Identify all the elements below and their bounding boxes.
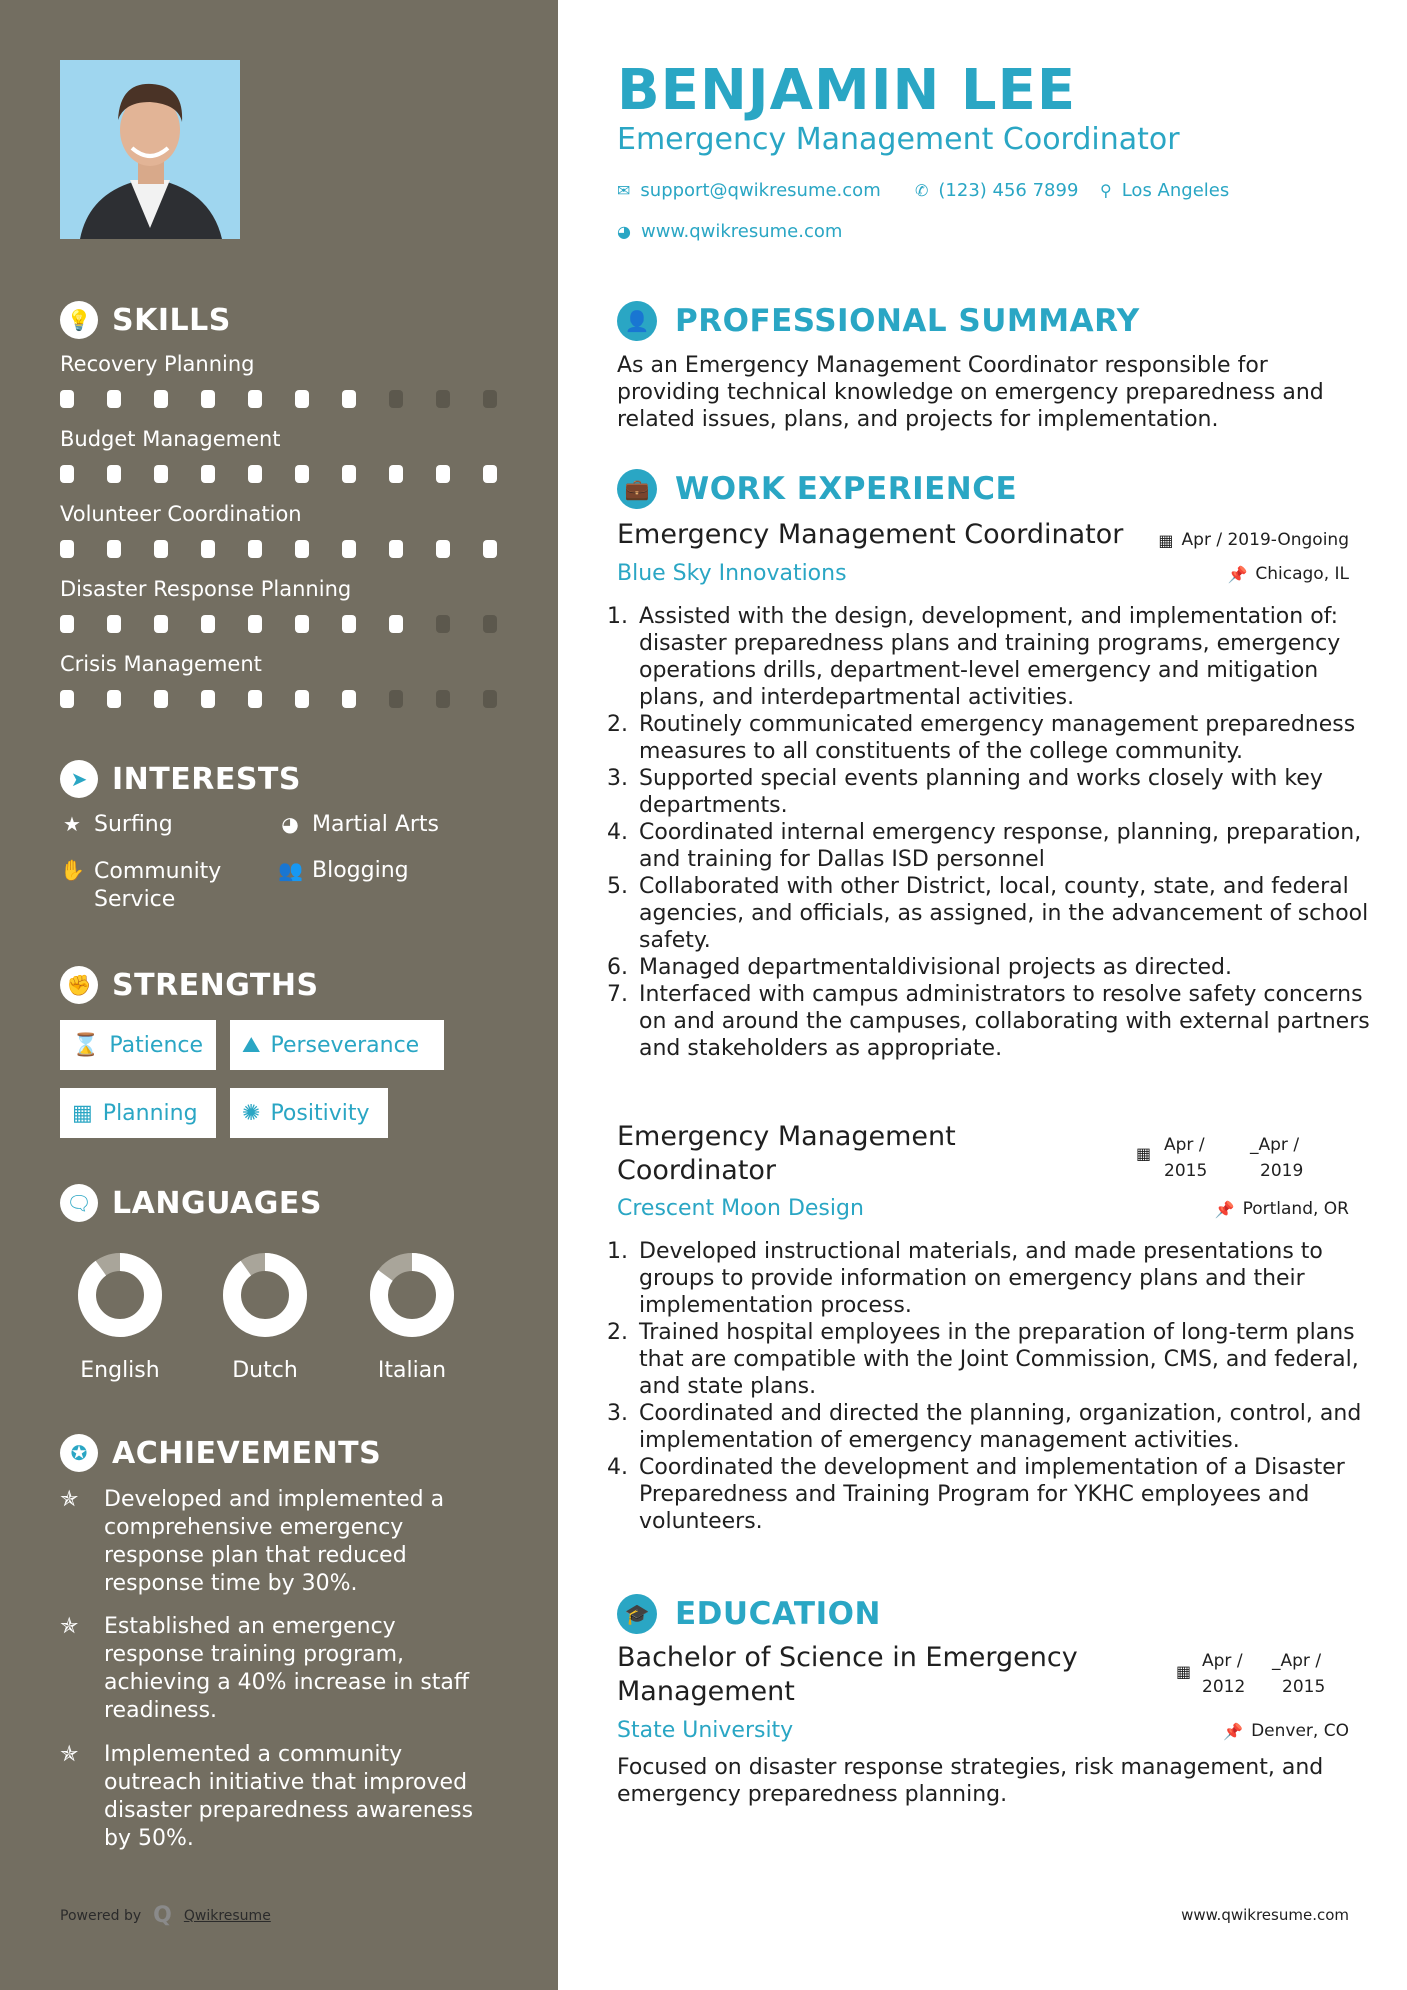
briefcase-user-icon: 💼 <box>617 469 657 509</box>
contact-location: ⚲ Los Angeles <box>1100 180 1230 201</box>
language-gauge <box>220 1250 310 1340</box>
skill-rating <box>60 615 497 633</box>
rating-dot <box>60 615 74 633</box>
footer-url[interactable]: www.qwikresume.com <box>1181 1906 1349 1924</box>
list-item: 4. Coordinated the development and implementation of a Disaster Preparedness and Training Program for YKHC employees and volunteers. <box>635 1454 1370 1535</box>
job-company: Blue Sky Innovations <box>617 561 847 586</box>
phone-icon: ✆ <box>915 181 929 200</box>
education-date-end: _Apr / 2015 <box>1272 1651 1326 1697</box>
achievement-item: ✯ Established an emergency response training program, achieving a 40% increase in staff readiness. <box>60 1614 470 1723</box>
skill-name: Recovery Planning <box>60 352 255 376</box>
interests-heading: ➤ INTERESTS <box>60 760 301 798</box>
rating-dot <box>60 465 74 483</box>
calendar-icon: ▦ <box>72 1100 93 1126</box>
skill-rating <box>60 465 497 483</box>
calendar-icon: ▦ <box>1176 1662 1192 1681</box>
skill-name: Volunteer Coordination <box>60 502 302 526</box>
rating-dot <box>342 540 356 558</box>
skill-rating <box>60 690 497 708</box>
summary-text: As an Emergency Management Coordinator responsible for providing technical knowledge on emergency preparedness and related issues, plans, and projects for implementation. <box>617 353 1324 432</box>
job-role: Emergency Management Coordinator <box>617 1121 956 1186</box>
strengths-heading: ✊ STRENGTHS <box>60 966 319 1004</box>
skill-name: Crisis Management <box>60 652 262 676</box>
lightbulb-icon: 💡 <box>60 301 98 339</box>
rating-dot <box>248 690 262 708</box>
rating-dot <box>60 690 74 708</box>
rating-dot <box>436 690 450 708</box>
interest-item: ✋ Community Service <box>60 858 222 912</box>
rating-dot <box>389 540 403 558</box>
language-name: English <box>80 1358 160 1383</box>
pushpin-icon: 📌 <box>1227 564 1248 584</box>
list-item: 2. Routinely communicated emergency management preparedness measures to all constituents of the college community. <box>635 711 1370 765</box>
rating-dot <box>436 390 450 408</box>
users-icon: 👥 <box>278 858 303 882</box>
education-school: State University <box>617 1718 794 1743</box>
education-degree: Bachelor of Science in Emergency Management <box>617 1642 1078 1707</box>
job-date-end: _Apr / 2019 <box>1250 1135 1304 1181</box>
calendar-icon: ▦ <box>1136 1144 1152 1163</box>
rating-dot <box>154 690 168 708</box>
list-item: 6. Managed departmentaldivisional projects as directed. <box>635 954 1370 981</box>
rating-dot <box>201 390 215 408</box>
education-date-start: Apr / 2012 <box>1202 1651 1246 1697</box>
strength-badge: ⌛ Patience <box>60 1020 216 1070</box>
language-gauge <box>75 1250 165 1340</box>
education-location: 📌 Denver, CO <box>1223 1721 1349 1741</box>
language-name: Italian <box>377 1358 447 1383</box>
achievement-item: ✯ Implemented a community outreach initiative that improved disaster preparedness awareness by 50%. <box>60 1742 474 1851</box>
strength-badge: ▦ Planning <box>60 1088 216 1138</box>
list-item: 3. Supported special events planning and works closely with key departments. <box>635 765 1370 819</box>
list-item: 2. Trained hospital employees in the preparation of long-term plans that are compatible with the Joint Commission, CMS, and federal, and state plans. <box>635 1319 1370 1400</box>
calendar-icon-wrap <box>1176 1662 1191 1681</box>
rating-dot <box>483 390 497 408</box>
rating-dot <box>107 540 121 558</box>
sidebar <box>0 0 558 1990</box>
interest-item: ◕ Martial Arts <box>278 812 439 837</box>
rating-dot <box>389 390 403 408</box>
strength-badge: ⛰ Perseverance <box>230 1020 444 1070</box>
pushpin-icon: 📌 <box>1214 1199 1235 1219</box>
map-marker-icon: ⚲ <box>1100 181 1112 200</box>
spinner-icon: ✺ <box>242 1100 261 1126</box>
education-heading: 🎓 EDUCATION <box>617 1594 881 1634</box>
experience-heading: 💼 WORK EXPERIENCE <box>617 469 1017 509</box>
strength-badge: ✺ Positivity <box>230 1088 388 1138</box>
star-icon: ★ <box>63 812 81 836</box>
user-icon: 👤 <box>617 301 657 341</box>
language-name: Dutch <box>232 1358 298 1383</box>
rating-dot <box>295 390 309 408</box>
job-location: 📌 Portland, OR <box>1214 1199 1349 1219</box>
fist-icon: ✊ <box>60 966 98 1004</box>
rating-dot <box>154 390 168 408</box>
rating-dot <box>248 615 262 633</box>
language-icon: 🗨 <box>60 1184 98 1222</box>
rating-dot <box>483 540 497 558</box>
job-responsibilities <box>617 1238 1370 1535</box>
profile-photo <box>60 60 240 239</box>
globe-icon: ◕ <box>281 812 299 836</box>
candidate-title: Emergency Management Coordinator <box>617 122 1180 157</box>
language-item <box>60 1250 180 1383</box>
achievement-item: ✯ Developed and implemented a comprehensive emergency response plan that reduced response time by 30%. <box>60 1487 445 1596</box>
rating-dot <box>248 390 262 408</box>
rating-dot <box>201 615 215 633</box>
rating-dot <box>389 465 403 483</box>
calendar-icon: ▦ <box>1158 530 1174 550</box>
rating-dot <box>154 540 168 558</box>
road-icon: ⛰ <box>242 1032 261 1058</box>
rating-dot <box>295 465 309 483</box>
rating-dot <box>201 690 215 708</box>
rating-dot <box>436 465 450 483</box>
achievements-heading: ✪ ACHIEVEMENTS <box>60 1434 381 1472</box>
job-role: Emergency Management Coordinator <box>617 519 1124 550</box>
qwikresume-logo-icon: Q <box>153 1903 172 1928</box>
list-item: 4. Coordinated internal emergency response, planning, preparation, and training for Dallas ISD personnel <box>635 819 1370 873</box>
rating-dot <box>107 390 121 408</box>
rating-dot <box>436 615 450 633</box>
languages-heading: 🗨 LANGUAGES <box>60 1184 322 1222</box>
rating-dot <box>295 540 309 558</box>
rating-dot <box>389 690 403 708</box>
language-item <box>205 1250 325 1383</box>
list-item: 3. Coordinated and directed the planning, organization, control, and implementation of emergency management activities. <box>635 1400 1370 1454</box>
shooting-star-icon: ✯ <box>60 1742 79 1767</box>
hourglass-icon: ⌛ <box>72 1032 100 1058</box>
pushpin-icon: 📌 <box>1223 1721 1244 1741</box>
rating-dot <box>60 390 74 408</box>
calendar-icon-wrap <box>1136 1144 1151 1163</box>
job-location: 📌 Chicago, IL <box>1227 564 1349 584</box>
paper-plane-icon: ➤ <box>60 760 98 798</box>
language-gauge <box>367 1250 457 1340</box>
interest-item: 👥 Blogging <box>278 858 409 883</box>
trophy-star-icon: ✪ <box>60 1434 98 1472</box>
list-item: 1. Assisted with the design, development, and implementation of: disaster preparedness plans and training programs, emergency operations drills, department-level emergency and mitigation plans, and interdepartmental activities. <box>635 603 1370 711</box>
candidate-name: BENJAMIN LEE <box>617 58 1077 123</box>
globe-icon: ◕ <box>617 222 631 241</box>
skill-name: Disaster Response Planning <box>60 577 352 601</box>
hand-icon: ✋ <box>60 858 85 882</box>
brand-link[interactable]: Qwikresume <box>183 1907 271 1924</box>
rating-dot <box>201 540 215 558</box>
rating-dot <box>389 615 403 633</box>
contact-phone[interactable]: ✆ (123) 456 7899 <box>915 180 1079 201</box>
rating-dot <box>201 465 215 483</box>
skill-rating <box>60 390 497 408</box>
shooting-star-icon: ✯ <box>60 1487 79 1512</box>
rating-dot <box>342 390 356 408</box>
language-item <box>352 1250 472 1383</box>
list-item: 7. Interfaced with campus administrators to resolve safety concerns on and around the campuses, collaborating with external partners and stakeholders as appropriate. <box>635 981 1370 1062</box>
rating-dot <box>107 615 121 633</box>
job-responsibilities <box>617 603 1370 1062</box>
rating-dot <box>248 465 262 483</box>
rating-dot <box>342 615 356 633</box>
list-item: 5. Collaborated with other District, local, county, state, and federal agencies, and officials, as assigned, in the advancement of school safety. <box>635 873 1370 954</box>
powered-by: Powered by Q Qwikresume <box>60 1903 271 1928</box>
interest-item: ★ Surfing <box>60 812 173 837</box>
rating-dot <box>342 690 356 708</box>
job-company: Crescent Moon Design <box>617 1196 864 1221</box>
graduate-icon: 🎓 <box>617 1594 657 1634</box>
skill-name: Budget Management <box>60 427 281 451</box>
rating-dot <box>483 465 497 483</box>
rating-dot <box>295 690 309 708</box>
contact-email[interactable]: ✉ support@qwikresume.com <box>617 180 881 201</box>
rating-dot <box>295 615 309 633</box>
job-date-start: Apr / 2015 <box>1164 1135 1208 1181</box>
rating-dot <box>483 690 497 708</box>
rating-dot <box>248 540 262 558</box>
rating-dot <box>483 615 497 633</box>
skill-rating <box>60 540 497 558</box>
skills-heading: 💡 SKILLS <box>60 301 231 339</box>
job-date: ▦ Apr / 2019-Ongoing <box>1158 530 1349 550</box>
rating-dot <box>107 465 121 483</box>
rating-dot <box>436 540 450 558</box>
envelope-icon: ✉ <box>617 181 631 200</box>
rating-dot <box>107 690 121 708</box>
contact-website[interactable]: ◕ www.qwikresume.com <box>617 221 843 242</box>
rating-dot <box>60 540 74 558</box>
rating-dot <box>154 615 168 633</box>
rating-dot <box>342 465 356 483</box>
summary-heading: 👤 PROFESSIONAL SUMMARY <box>617 301 1140 341</box>
rating-dot <box>154 465 168 483</box>
shooting-star-icon: ✯ <box>60 1614 79 1639</box>
education-description: Focused on disaster response strategies, risk management, and emergency preparedness planning. <box>617 1755 1324 1807</box>
list-item: 1. Developed instructional materials, and made presentations to groups to provide information on emergency plans and their implementation process. <box>635 1238 1370 1319</box>
